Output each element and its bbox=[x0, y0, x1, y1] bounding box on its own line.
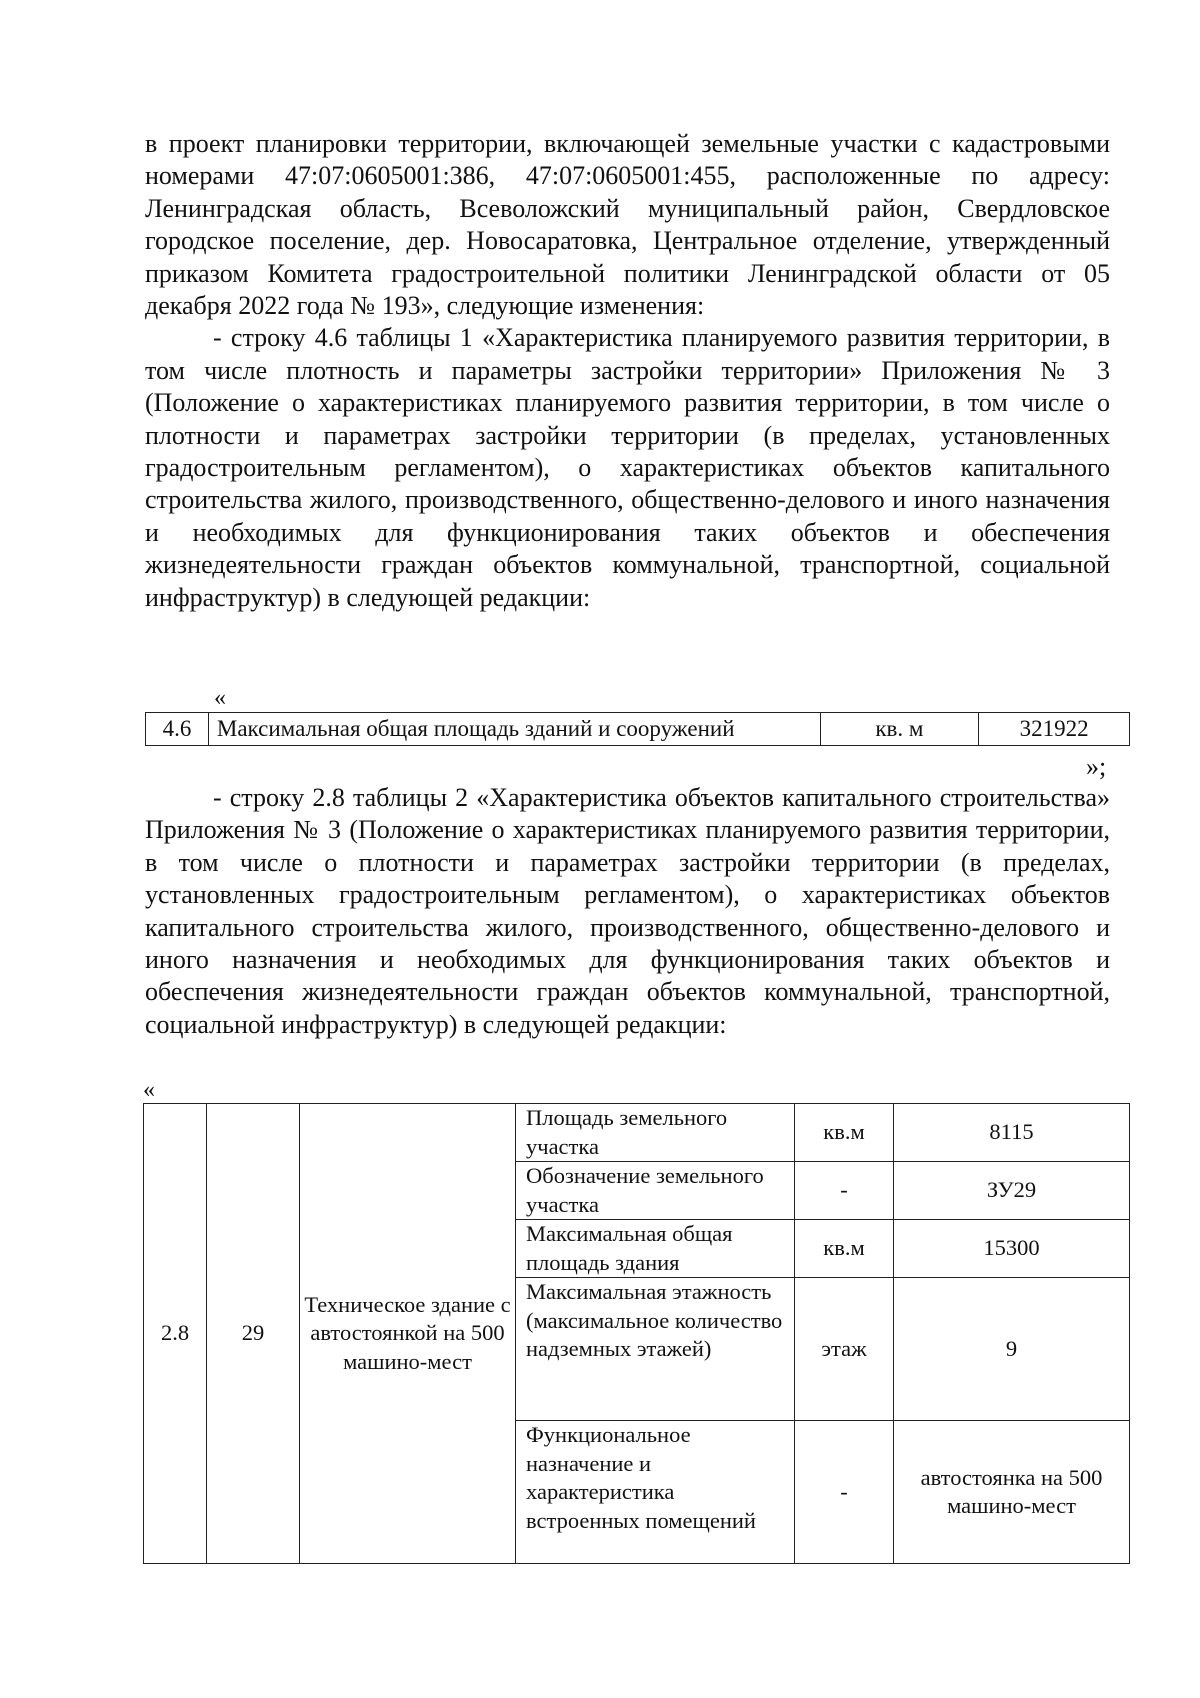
item1-close-quote: »; bbox=[1086, 752, 1107, 781]
row-object-cell: Техническое здание с автостоянкой на 500 машино-мест bbox=[300, 1104, 516, 1564]
table1-row-4-6 bbox=[145, 712, 1130, 746]
item2-text bbox=[145, 782, 1110, 1041]
row-position-cell: 29 bbox=[207, 1104, 300, 1564]
param-unit-cell: - bbox=[795, 1421, 894, 1564]
param-unit-cell: этаж bbox=[795, 1278, 894, 1421]
param-name-cell: Обозначение земельного участка bbox=[516, 1162, 795, 1220]
param-name-cell: Максимальная общая площадь здания bbox=[516, 1220, 795, 1278]
param-value-cell: автостоянка на 500 машино-мест bbox=[894, 1421, 1130, 1564]
row-value-cell: 321922 bbox=[979, 713, 1130, 746]
param-name-cell: Площадь земельного участка bbox=[516, 1104, 795, 1162]
param-value-cell: ЗУ29 bbox=[894, 1162, 1130, 1220]
table-row bbox=[144, 1104, 1130, 1162]
param-unit-cell: кв.м bbox=[795, 1104, 894, 1162]
row-number-cell: 2.8 bbox=[144, 1104, 207, 1564]
row-name-cell: Максимальная общая площадь зданий и сооружений bbox=[208, 713, 820, 746]
item2-open-quote: « bbox=[143, 1077, 155, 1103]
param-value-cell: 8115 bbox=[894, 1104, 1130, 1162]
row-unit-cell: кв. м bbox=[820, 713, 979, 746]
intro-paragraph: в проект планировки территории, включающей земельные участки с кадастровыми номерами 47:07:0605001:386, 47:07:0605001:455, расположенные по адресу: Ленинградская область, Всеволожский муниципальный район, Свердловское городское поселение, дер. Новосаратовка, Центральное отделение, утвержденный приказом Комитета градостроительной политики Ленинградской области от 05 декабря 2022 года № 193», следующие изменения: bbox=[145, 129, 1110, 321]
param-unit-cell: кв.м bbox=[795, 1220, 894, 1278]
param-name-cell: Функциональное назначение и характеристика встроенных помещений bbox=[516, 1421, 795, 1564]
item2-paragraph: - строку 2.8 таблицы 2 «Характеристика объектов капитального строительства» Приложения № 3 (Положение о характеристиках планируемого развития территории, в том числе о плотности и параметрах застройки территории (в пределах, установленных градостроительным регламентом), о характеристиках объектов капитального строительства жилого, производственного, общественно-делового и иного назначения и необходимых для функционирования таких объектов и обеспечения жизнедеятельности граждан объектов коммунальной, транспортной, социальной инфраструктур) в следующей редакции: bbox=[145, 783, 1110, 1039]
param-value-cell: 9 bbox=[894, 1278, 1130, 1421]
row-number-cell: 4.6 bbox=[146, 713, 209, 746]
param-unit-cell: - bbox=[795, 1162, 894, 1220]
item1-paragraph: - строку 4.6 таблицы 1 «Характеристика планируемого развития территории, в том числе плотность и параметры застройки территории» Приложения № 3 (Положение о характеристиках планируемого развития территории, в том числе о плотности и параметрах застройки территории (в пределах, установленных градостроительным регламентом), о характеристиках объектов капитального строительства жилого, производственного, общественно-делового и иного назначения и необходимых для функционирования таких объектов и обеспечения жизнедеятельности граждан объектов коммунальной, транспортной, социальной инфраструктур) в следующей редакции: bbox=[145, 323, 1110, 612]
param-value-cell: 15300 bbox=[894, 1220, 1130, 1278]
table2-row-2-8 bbox=[143, 1103, 1130, 1564]
param-name-cell: Максимальная этажность (максимальное количество надземных этажей) bbox=[516, 1278, 795, 1421]
item1-open-quote: « bbox=[214, 685, 226, 711]
table-row bbox=[146, 713, 1130, 746]
intro-text bbox=[145, 128, 1110, 614]
